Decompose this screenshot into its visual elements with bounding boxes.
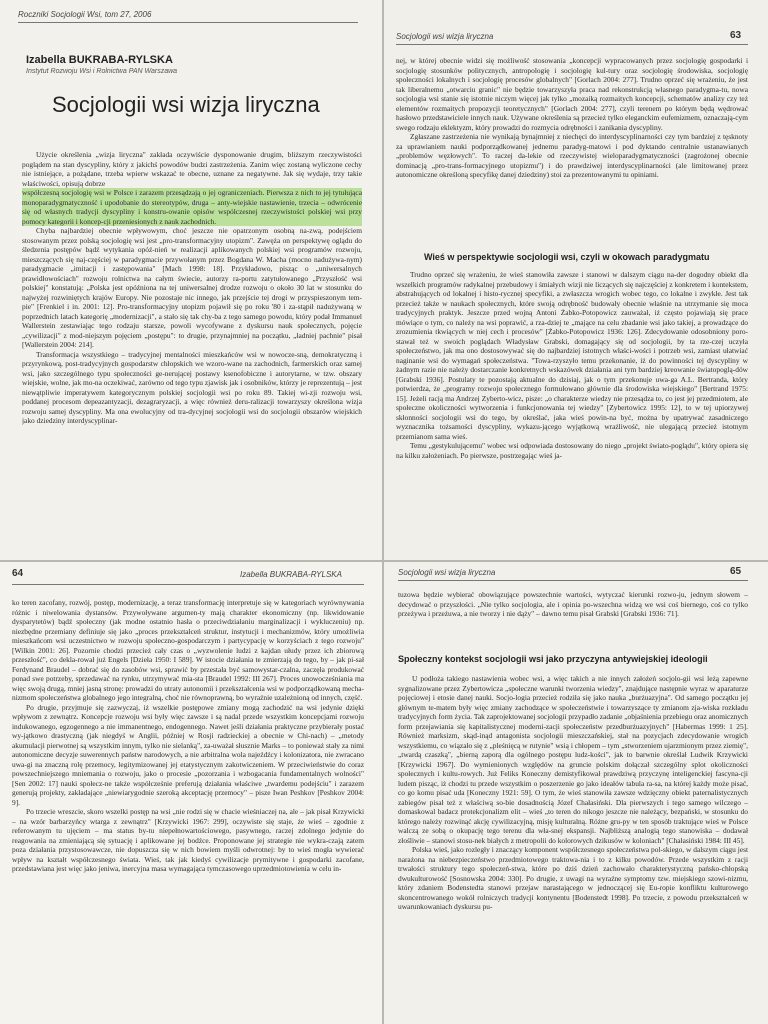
body-text xyxy=(398,590,748,636)
paragraph: nej, w której obecnie widzi się możliwość stosowania „koncepcji wypracowanych przez socjologię gospodarki i socjologię stosunków politycznych, antropologię i socjologię kul-tury oraz socjologię środowiska, socjologię społeczności lokalnych i socjologię procesów globalnych" [Gorlach 2004: 277]. Trudno oprzeć się wrażeniu, że jest tak liberalnemu „otwarciu granic" nie będzie towarzyszyła praca nad rekonstrukcją własnego paradygma-tu, nowa socjologia wsi stanie się istotnie niczym więcej jak tylko „mozaiką rozmaitych koncepcji, schematów analizy czy też elementów rozmaitych propozycji teoretycznych" [Gorlach 2004: 277], czyli terenem po którym będą wędrować hasłowo przedstawiciele innych nauk. Używane określenia są przecież tylko eleganckim eufemizmem, oznaczają-cym swego rodzaju eklektyzm, który prowadzi do rozmycia odrębności i zanikania dyscypliny. xyxy=(396,56,748,132)
author-affiliation: Instytut Rozwoju Wsi i Rolnictwa PAN Warszawa xyxy=(26,68,178,75)
page-62 xyxy=(0,0,382,560)
section-heading: Wieś w perspektywie socjologii wsi, czyli w okowach paradygmatu xyxy=(424,252,710,262)
paragraph: tuzowa będzie wybierać obowiązujące powszechnie wartości, wytyczać kierunki rozwo-ju, jednym słowem – decydować o przyszłości. „Nie tylko socjologia, ale i opinia po-wszechna widzą we wsi coś biernego, coś co tylko przeżywa i przeżuwa, a nie tworzy i nie dąży" – dawno temu pisał Grabski [Grabski 1936: 71]. xyxy=(398,590,748,618)
paragraph: Temu „gestykulującemu" wobec wsi odpowiada dostosowany do niego „projekt świato-poglądu", który opiera się na kilku założeniach. Po pierwsze, postrzegając wieś ja- xyxy=(396,441,748,460)
paragraph: Chyba najbardziej obecnie wpływowym, choć jeszcze nie opatrzonym osobną na-zwą, podejściem stosowanym przez polską socjologię wsi jest „pro-transformacyjny utopizm". Zawęża on perspektywę oglądu do śledzenia postępów bądź wytykania opóź-nień w realizacji aplikowanych polskiej wsi programów rozwoju, mieszczących się naj-częściej w paradygmacie przywołanym przez Bogdana W. Macha (mocno nadużywa-nym) paradygmacie „imitacji i zastępowania" [Mach 1998: 18]. Przykładowo, pisząc o „uniwersalnych prawidłowościach" rozwoju rolnictwa na całym świecie, autorzy ra-portu zatytułowanego „Przyszłość wsi polskiej" konstatują: „Polska jest opóźniona na tej uniwersalnej drodze rozwoju o około 30 lat w stosunku do najwyżej rozwiniętych krajów Europy. Nie pozostaje nic innego, jak przejście tej drogi w przyspieszonym tem-pie" [Frenkiel i in. 2001: 12]. Pro-transformacyjny utopizm pojawił się po roku '80 i za-stąpił nadużywaną w poprzednich latach kategorię „modernizacji", a stało się tak chy-ba z tego samego powodu, który podał Immanuel Wallerstein zestawiając tego rodzaju starsze, powoli wycofywane z dyskursu nauk społecznych, pojęcie „cywilizacji" z mod-niejszym pojęciem „postępu": to drugie, przynajmniej na początku, „ładniej pachnie" pisał [Wallerstein 2004: 214]. xyxy=(22,226,362,349)
body-text xyxy=(396,270,748,554)
header-rule xyxy=(398,580,748,581)
paragraph: Transformacja wszystkiego – tradycyjnej mentalności mieszkańców wsi w nowocze-sną, demokratyczną i przyrynkową, post-tradycyjnych gospodarstw chłopskich we wzoro-wane na zachodnich, farmerskich oraz samej wsi, jako szczególnego typu społeczności ge-nerującej postawy ksenofobiczne i autorytarne, w tzw. obszary wiejskie, wolne, jak mo-na oczekiwać, zarówno od tego typu zjawisk jak i osobników, którzy je reprezentują – jest niewątpliwie imperatywem kategorycznym polskiej socjologii wsi po roku 89. Takiej wi-zji rozwoju wsi, poddanej procesom depeazantyzacji, dezagraryzacji, a więc również deru-ralizacji towarzyszy określona wizja rozwoju samej dyscypliny. Ma ona ewolucyjny od tra-dycyjnej socjologii wsi do socjologii obszarów wiejskich jako dziedziny interdyscyplinar- xyxy=(22,349,362,425)
body-text xyxy=(396,56,748,244)
section-heading: Społeczny kontekst socjologii wsi jako przyczyna antywiejskiej ideologii xyxy=(398,654,708,664)
body-text xyxy=(398,674,748,1020)
page-number: 64 xyxy=(12,568,24,579)
running-head: Roczniki Socjologii Wsi, tom 27, 2006 xyxy=(18,10,152,19)
paragraph: Trudno oprzeć się wrażeniu, że wieś stanowiła zawsze i stanowi w dalszym ciągu na-der dogodny obiekt dla wszelkich programów radykalnej przebudowy i śmiałych wizji nie liczących się najczęściej z konkretem i kontekstem, abstrahujących od lokalnej i histo-rycznej specyfiki, a zwłaszcza wrogich wobec tego, co lokalne i zwykłe. Jest tak przecież także w naukach społecznych, które swoją odrębność budowały obecnie właśnie na utrzymanie się moca tradycyjnych praktyk. Jeszcze przed wojną Antoni Żabko-Potopowicz zauważał, iż często pojawiają się prace mówiące o tym, co należy na wsi poprawić, a rza-dziej te „mające na celu zbadanie wsi jako takiej, a prowadzące do zrozumienia tkwiących w niej cech i procesów" [Żabko-Potopowicz 1936: 126]. Zdecydowanie odosobniony poro-stawał też w swoich poglądach Władysław Grabski, domagający się od socjologii, by ta rze-czej uczyła społeczeństwo, jak ma ono dostosowywać się do najbardziej istotnych właści-wości i potrzeb wsi, zamiast ułatwiać naginanie wsi do wymagań społeczeństwa. "Towa-rzyszyło temu przekonanie, iż do powinności tej dyscypliny w żadnym razie nie należy dostarczanie konkretnych wskazówek działania ani tym bardziej kreowanie światopoglą-dów [Grabski 1936]. Postulaty te pozostają aktualne do dzisiaj, jak o tym przekonuje uwa-ga A.L. Bertranda, który potwierdza, że „programy rozwoju społecznego formułowano głównie dla środowiska wiejskiego" [Bertrand 1975: 15]. Jeżeli racją ma Andrzej Zyberto-wicz, pisze: „o charakterze wiedzy nie przesądza to, co jest jej przedmiotem, ale społeczne okoliczności wytworzenia i funkcjonowania tej wiedzy" [Zybertowicz 1995: 12], to w tej upiorzywej skłonności socjologii wsi do tego, by określać, jaka wieś powin-na być, można by upatrywać zasadniczego wyznacznika tożsamości dyscypliny, wykazu-jącego wyjątkową wrażliwość, nie ulegającą przecież istotnym przemianom sama wieś. xyxy=(396,270,748,441)
page-65 xyxy=(384,562,768,1024)
body-text xyxy=(12,598,364,1018)
running-head: Izabella BUKRABA-RYLSKA xyxy=(240,570,342,579)
paragraph: Po trzecie wreszcie, skoro wszelki postęp na wsi „nie rodzi się w chacie wieśniaczej na, ale – jak pisał Krzywicki – na wzór barbarzyńcy wtarga z zewnątrz" [Krzywicki 1967: 299], oczywiste się staje, że wieś – zgodnie z referowanym tu ujęciem – ma status by-tu niepełnowartościowego, pasywnego, raczej zdolnego jedynie do reagowania na zmieniającą się sytuację i aplikowane jej bodźce. Proponowane jej strategie nie wykra-czają zatem poza działania przystosowawcze, nie dopuszcza się w nich bowiem myśli odwrotnej: by to wieś mogła wywierać wpływ na kształt współczesnego świata. Wieś, tak jak kiedyś cywilizacje prymitywne i gospodarki zacofane, przedstawiana jest więc jako jeniwa, inercyjna masa wymagająca tymczasowego uprzedmiotowienia w celu in- xyxy=(12,807,364,873)
page-63 xyxy=(384,0,768,560)
body-text xyxy=(22,150,362,555)
header-rule xyxy=(18,22,358,23)
page-number: 65 xyxy=(730,566,742,577)
page-number: 63 xyxy=(730,30,742,41)
header-rule xyxy=(12,584,364,585)
page-64 xyxy=(0,562,382,1024)
highlighted-paragraph: współczesną socjologię wsi w Polsce i zarazem przesądzają o jej ograniczeniach. Pierwsza z nich to jej tytułująca monoparadygmatyczność i upodobanie do stereotypów, druga – anty-wiejskie nastawienie, trzecia – odwrócenie się od własnych tradycji dyscypliny i konstru-owanie opisów współczesnej rzeczywistości polskiej wsi przy pomocy kategorii i koncep-cji przeniesionych z nauk zachodnich. xyxy=(22,188,362,226)
paragraph: Zgłaszane zastrzeżenia nie wynikają bynajmniej z niechęci do interdyscyplinarności czy tym bardziej z tęsknoty za uprawianiem nauki podporządkowanej jednemu paradyg-matowi i pod dyktando centralnie ustanawianych „problemów węzłowych". To raczej da-lekie od rzeczywistej wieloparadygmatyczności (zagrożonej obecnie dominacją „pro-trans-formacyjnego utopizmu") i do prawdziwej interdyscyplinarności (ale limitowanej przez autonomiczne określoną specyfikę danej dziedziny) stoi za prezentowanymi tu opiniami. xyxy=(396,132,748,179)
paragraph: Użycie określenia „wizja liryczna" zakłada oczywiście dysponowanie drugim, bliższym rzeczywistości poglądem na stan dyscypliny, który z jakichś powodów budzi zastrzeżenia. Zanim więc zostaną wyliczone cechy nie istniejące, a pożądane, trzeba wpierw wskazać te obecne, uznane za negatywne. Jak się wydaje, trzy takie właściwości, opisują dobrze xyxy=(22,150,362,188)
running-head: Socjologii wsi wizja liryczna xyxy=(396,32,494,41)
article-title: Socjologii wsi wizja liryczna xyxy=(52,92,320,117)
paragraph: ko teren zacofany, rozwój, postęp, modernizację, a teraz transformację interpretuje się w kategoriach wyrównywania różnic i niwelowania dystansów. Przywoływane argumen-ty mają charakter ekonomiczny (np. likwidowanie dysparytetów) bądź społeczny (jak modne ostatnio hasła o przeciwdziałaniu marginalizacji i wykluczeniu) np. niezbędne przemiany definiuje się jako „proces przekształceń struktur, instytucji i mechanizmów, który umożliwia mieszkańcom wsi uczestnictwo w rozwoju społeczno-gospodarczym i partycypację w korzyściach z tego rozwoju" [Wilkin 2001: 26]. Pozornie chodzi przecież cały czas o „wyzwolenie ludzi z kajdan ułudy przez ich zbiorową przeszłość", co dekla-rował już Engels [Dzieła 1950: I 589]. W istocie działania te zmierzają do tego, by – jak pi-sał Ferdynand Braudel – dobrać się do zasobów wsi, sprawić by przestała być samowystar-czalna, zaczęła produkować ponad swe potrzeby, sprzedawać na rynku, utrzymywać mia-sta [Braudel 1992: III 267]. Proces unowocześniania ma więc swoją drugą, mniej jasną stronę: prowadzi do utraty autonomii i przekształcenia wsi w podporządkowaną mecha-nizmom społeczeństwa globalnego jego integralną, choć nie równoprawną, bo wyraźnie uzależnioną od innych, część. xyxy=(12,598,364,702)
author-name: Izabella BUKRABA-RYLSKA xyxy=(26,54,173,66)
paragraph: Polska wieś, jako rozległy i znaczący komponent współczesnego społeczeństwa pol-skiego, w dalszym ciągu jest narażona na niebezpieczeństwo przedmiotowego traktowa-nia i to z kilku powodów. Przede wszystkim z racji trwałości struktury tego społeczeń-stwa, które po dziś dzień zachowało charakterystyczną pańsko-chłopską dwukulturowość [Sosnowska 2004: 330]. Po drugie, z uwagi na wyraźne symptomy tzw. miejskiego szowi-nizmu, który zdaniem Bodenstedta stanowi przejaw narastającego w jednoczącej się Eu-ropie konfliktu kulturowego skoncentrowanego wokół rolniczych tradycji kontynentu [Bodenstedt 1998]. Po trzecie, z powodu przekształceń w uwarunkowaniach dyskursu pu- xyxy=(398,845,748,911)
header-rule xyxy=(396,44,748,45)
paragraph: U podłoża takiego nastawienia wobec wsi, a więc takich a nie innych założeń socjolo-gii wsi leżą zapewne sygnalizowane przez Zybertowicza „społeczne warunki tworzenia wiedzy", znajdujące następnie wyraz w aparaturze pojęciowej i etosie danej nauki. Socjo-logia przecież rodziła się jako nauka „burżuazyjna". Od samego początku jej głównym te-matem były więc zmiany zachodzące w społeczeństwie i towarzyszące ty zmianom zja-wiska rozkładu tradycyjnych form życia. Tak zaprojektowanej socjologii przypadło zadanie „objaśnienia przebiegu oraz anomicznych form przejawiania się kapitalistycznej moderni-zacji społeczeństw przedburżuazyjnych" [Habermas 1999: 1 25]. Również marksizm, skąd-inąd antagonista socjologii mieszczańskiej, stał na pozycjach zdecydowanie wrogich wszystkiemu, co wiązało się z „pleśnięcą w rutynie" wsią i chłopem – tym „stworzeniem ujarzmionym przez ziemię", „twardą czaszką", „bierną zaporą dla ogólnego postępu ludz-kości", jak to barwnie określał Ludwik Krzywicki [Krzywicki 1967]. Do wymienionych względów na gruncie polskim dołączał szczególny splot okoliczności społecznych i kultu-rowych. Już Feliks Koneczny demistyfikował prawdziwą przyczynę inteligenckiej fascyna-cji ludem pisząc, iż chodzi tu przede wszystkim o poszerzenie go jako ideałów tabula ra-sa, na której każdy może pisać, co go komu pisać uda [Koneczny 1921: 59]. O tym, że wieś stanowiła zawsze wdzięczny obiekt paternalistycznych zabiegów pisał też z właściwą so-bie dosadnością Józef Chałasiński. Dla pierwszych i tego samego wilczego – domaskowal badacz protekcjonalizm elit – wieś „to teren do nikogo jeszcze nie należący, bezpański, w stosunku do którego należy rozwinąć akcję cywilizacyjną, misję kulturalną. Różne gru-py w ten sposób traktujące wieś w Polsce walczą ze sobą o okupację tego terenu dla wła-snej ekspansji. Najbliższą analogią tego stanowiska – dodawał złośliwie – stanowi stosu-nek białych z metropolii do kolorowych dzikusów w koloniach" [Chałasiński 1984: III 45]. xyxy=(398,674,748,845)
paragraph: Po drugie, przyjmuje się zazwyczaj, iż wszelkie postępowe zmiany mogą zachodzić na wsi jedynie dzięki wpływom z zewnątrz. Koncepcje rozwoju wsi były więc zawsze i są nadal przede wszystkim koncepcjami rozwoju indukowanego, egzogennego a nie immanentnego, endogennego. Nawet jeśli działania praktyczne przybierały postać wy-jątkowo drastyczną (jak niegdyś w Anglii, później w Rosji radzieckiej a obecnie w Chi-nach) – „metody akumulacji pierwotnej są wszystkim innym, tylko nie sielanką", za-uważał słusznie Marks – to ponieważ stały za nimi autonomiczne decyzje suwerennych państw narodowych, a nie arbitralna wola najeźdźcy i kolonizatora, nie zwracano uwa-gi na znaczną rolę przemocy, legitymizowanej jej etatystycznym zakotwiczeniem. W przeciwieństwie do coraz powszechniejszego mniemania o rozwoju, jako o procesie „pozorzania i wzbogacania fundamentalnych wolności" [Sen 2002: 17] nauki społecz-ne także współcześnie preferują działania właściwe „twardemu podejściu" i zarazem generują projekty, zakładające „niewiarygodnie szeroką akceptację przemocy" – pisze Iwan Peshkov [Peshkov 2004: 9]. xyxy=(12,702,364,807)
running-head: Socjologii wsi wizja liryczna xyxy=(398,568,496,577)
